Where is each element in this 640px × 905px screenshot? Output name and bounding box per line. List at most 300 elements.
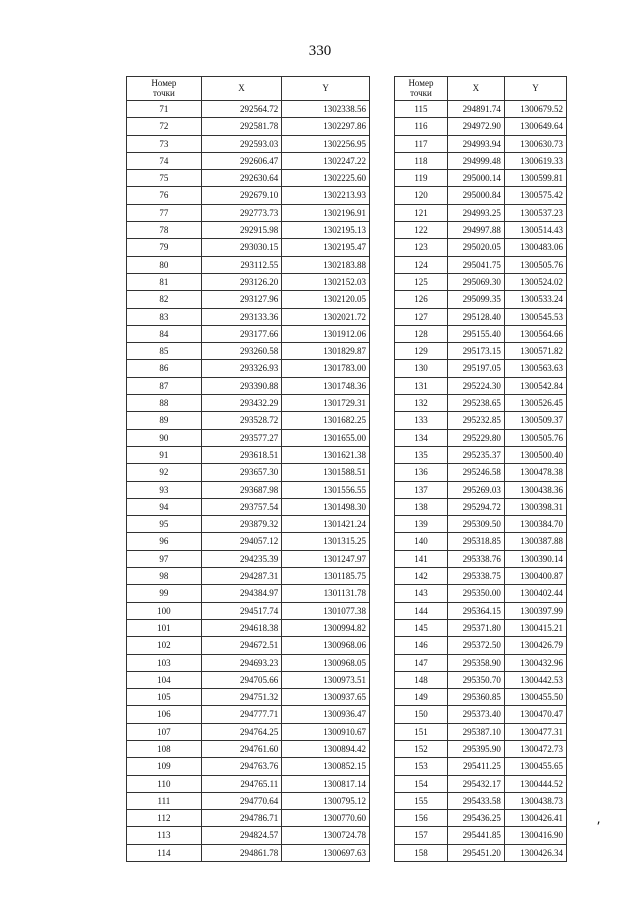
x-cell: 295069.30 xyxy=(447,273,504,290)
point-number-cell: 145 xyxy=(395,619,448,636)
x-cell: 292581.78 xyxy=(201,118,282,135)
x-cell: 294057.12 xyxy=(201,533,282,550)
x-cell: 294763.76 xyxy=(201,758,282,775)
point-number-cell: 131 xyxy=(395,377,448,394)
y-cell: 1300571.82 xyxy=(504,343,566,360)
point-number-cell: 125 xyxy=(395,273,448,290)
x-cell: 294618.38 xyxy=(201,619,282,636)
point-number-cell: 136 xyxy=(395,464,448,481)
point-number-cell: 157 xyxy=(395,827,448,844)
table-row xyxy=(395,308,567,325)
x-cell: 295099.35 xyxy=(447,291,504,308)
point-number-cell: 112 xyxy=(127,810,202,827)
x-cell: 295000.14 xyxy=(447,170,504,187)
x-cell: 294765.11 xyxy=(201,775,282,792)
point-number-cell: 153 xyxy=(395,758,448,775)
table-row xyxy=(395,602,567,619)
table-row xyxy=(395,689,567,706)
y-cell: 1300630.73 xyxy=(504,135,566,152)
table-row xyxy=(395,464,567,481)
table-row xyxy=(127,844,370,861)
table-row xyxy=(127,671,370,688)
point-header-line1: Номер xyxy=(408,78,434,88)
x-cell: 295360.85 xyxy=(447,689,504,706)
x-cell: 292630.64 xyxy=(201,170,282,187)
x-cell: 293126.20 xyxy=(201,273,282,290)
y-cell: 1300973.51 xyxy=(282,671,370,688)
y-cell: 1302152.03 xyxy=(282,273,370,290)
table-row xyxy=(127,135,370,152)
table-row xyxy=(127,533,370,550)
y-cell: 1300470.47 xyxy=(504,706,566,723)
x-cell: 295358.90 xyxy=(447,654,504,671)
table-row xyxy=(395,273,567,290)
table-row xyxy=(127,377,370,394)
x-cell: 294777.71 xyxy=(201,706,282,723)
y-cell: 1302338.56 xyxy=(282,101,370,118)
table-row xyxy=(127,256,370,273)
y-cell: 1300564.66 xyxy=(504,325,566,342)
point-header-line2: точки xyxy=(152,87,175,98)
y-header: Y xyxy=(504,77,566,101)
x-cell: 295173.15 xyxy=(447,343,504,360)
point-number-cell: 94 xyxy=(127,498,202,515)
x-cell: 293133.36 xyxy=(201,308,282,325)
point-number-cell: 142 xyxy=(395,568,448,585)
x-cell: 292606.47 xyxy=(201,152,282,169)
y-cell: 1300397.99 xyxy=(504,602,566,619)
point-number-cell: 141 xyxy=(395,550,448,567)
point-number-cell: 78 xyxy=(127,222,202,239)
point-number-cell: 134 xyxy=(395,429,448,446)
table-row xyxy=(127,775,370,792)
y-cell: 1301247.97 xyxy=(282,550,370,567)
point-number-cell: 76 xyxy=(127,187,202,204)
right-table-body xyxy=(395,101,567,862)
x-cell: 295041.75 xyxy=(447,256,504,273)
y-cell: 1300398.31 xyxy=(504,498,566,515)
point-number-cell: 102 xyxy=(127,637,202,654)
point-number-cell: 118 xyxy=(395,152,448,169)
point-number-cell: 90 xyxy=(127,429,202,446)
x-cell: 295020.05 xyxy=(447,239,504,256)
x-cell: 295451.20 xyxy=(447,844,504,861)
y-cell: 1300575.42 xyxy=(504,187,566,204)
page-number: 330 xyxy=(308,43,332,59)
y-cell: 1300442.53 xyxy=(504,671,566,688)
y-cell: 1300563.63 xyxy=(504,360,566,377)
point-number-cell: 122 xyxy=(395,222,448,239)
coordinates-table-right xyxy=(394,76,567,862)
y-cell: 1300415.21 xyxy=(504,619,566,636)
y-cell: 1301421.24 xyxy=(282,516,370,533)
point-number-cell: 75 xyxy=(127,170,202,187)
x-cell: 294705.66 xyxy=(201,671,282,688)
y-cell: 1302195.47 xyxy=(282,239,370,256)
point-number-cell: 151 xyxy=(395,723,448,740)
x-cell: 295350.70 xyxy=(447,671,504,688)
point-number-cell: 72 xyxy=(127,118,202,135)
x-cell: 295235.37 xyxy=(447,446,504,463)
x-cell: 295350.00 xyxy=(447,585,504,602)
y-cell: 1302196.91 xyxy=(282,204,370,221)
point-number-cell: 82 xyxy=(127,291,202,308)
point-number-cell: 89 xyxy=(127,412,202,429)
table-row xyxy=(395,775,567,792)
y-cell: 1300432.96 xyxy=(504,654,566,671)
y-cell: 1300387.88 xyxy=(504,533,566,550)
y-cell: 1302213.93 xyxy=(282,187,370,204)
x-cell: 293030.15 xyxy=(201,239,282,256)
point-number-cell: 121 xyxy=(395,204,448,221)
x-cell: 293528.72 xyxy=(201,412,282,429)
table-row xyxy=(395,671,567,688)
ink-mark: ⸴ xyxy=(597,813,601,828)
point-number-cell: 88 xyxy=(127,395,202,412)
point-number-cell: 103 xyxy=(127,654,202,671)
point-number-cell: 152 xyxy=(395,740,448,757)
point-number-header xyxy=(395,77,448,101)
table-row xyxy=(395,412,567,429)
x-cell: 293260.58 xyxy=(201,343,282,360)
point-number-cell: 154 xyxy=(395,775,448,792)
point-number-cell: 86 xyxy=(127,360,202,377)
table-row xyxy=(395,187,567,204)
x-cell: 294770.64 xyxy=(201,792,282,809)
left-table-body xyxy=(127,101,370,862)
y-cell: 1300968.06 xyxy=(282,637,370,654)
x-cell: 295338.75 xyxy=(447,568,504,585)
table-row xyxy=(395,827,567,844)
y-cell: 1302297.86 xyxy=(282,118,370,135)
table-row xyxy=(127,810,370,827)
x-cell: 294384.97 xyxy=(201,585,282,602)
x-cell: 293432.29 xyxy=(201,395,282,412)
point-number-cell: 97 xyxy=(127,550,202,567)
point-number-cell: 104 xyxy=(127,671,202,688)
y-header: Y xyxy=(282,77,370,101)
x-cell: 293618.51 xyxy=(201,446,282,463)
y-cell: 1300770.60 xyxy=(282,810,370,827)
table-row xyxy=(127,118,370,135)
table-row xyxy=(127,740,370,757)
x-cell: 292593.03 xyxy=(201,135,282,152)
y-cell: 1301783.00 xyxy=(282,360,370,377)
table-row xyxy=(395,256,567,273)
point-number-cell: 99 xyxy=(127,585,202,602)
table-row xyxy=(395,533,567,550)
point-number-cell: 81 xyxy=(127,273,202,290)
y-cell: 1301588.51 xyxy=(282,464,370,481)
y-cell: 1300852.15 xyxy=(282,758,370,775)
point-number-cell: 85 xyxy=(127,343,202,360)
x-cell: 293757.54 xyxy=(201,498,282,515)
x-cell: 294751.32 xyxy=(201,689,282,706)
y-cell: 1300795.12 xyxy=(282,792,370,809)
y-cell: 1302021.72 xyxy=(282,308,370,325)
x-cell: 295294.72 xyxy=(447,498,504,515)
table-row xyxy=(127,568,370,585)
y-cell: 1300400.87 xyxy=(504,568,566,585)
x-cell: 295441.85 xyxy=(447,827,504,844)
x-cell: 295197.05 xyxy=(447,360,504,377)
point-number-cell: 96 xyxy=(127,533,202,550)
table-row xyxy=(127,273,370,290)
x-cell: 294761.60 xyxy=(201,740,282,757)
x-cell: 295387.10 xyxy=(447,723,504,740)
point-number-cell: 79 xyxy=(127,239,202,256)
x-cell: 292679.10 xyxy=(201,187,282,204)
y-cell: 1300505.76 xyxy=(504,429,566,446)
y-cell: 1301729.31 xyxy=(282,395,370,412)
point-number-cell: 100 xyxy=(127,602,202,619)
y-cell: 1300426.41 xyxy=(504,810,566,827)
point-number-cell: 95 xyxy=(127,516,202,533)
y-cell: 1300444.52 xyxy=(504,775,566,792)
point-number-cell: 129 xyxy=(395,343,448,360)
table-row xyxy=(395,204,567,221)
table-row xyxy=(395,498,567,515)
table-row xyxy=(127,204,370,221)
point-number-cell: 114 xyxy=(127,844,202,861)
x-cell: 294764.25 xyxy=(201,723,282,740)
x-cell: 295373.40 xyxy=(447,706,504,723)
point-header-line2: точки xyxy=(410,87,432,98)
table-row xyxy=(127,689,370,706)
point-number-cell: 150 xyxy=(395,706,448,723)
table-row xyxy=(127,585,370,602)
x-cell: 292564.72 xyxy=(201,101,282,118)
table-row xyxy=(127,792,370,809)
x-cell: 295128.40 xyxy=(447,308,504,325)
point-number-cell: 126 xyxy=(395,291,448,308)
y-cell: 1300416.90 xyxy=(504,827,566,844)
table-row xyxy=(127,654,370,671)
table-row xyxy=(395,135,567,152)
y-cell: 1300894.42 xyxy=(282,740,370,757)
table-row xyxy=(395,118,567,135)
y-cell: 1301315.25 xyxy=(282,533,370,550)
table-row xyxy=(127,187,370,204)
table-row xyxy=(395,481,567,498)
y-cell: 1300478.38 xyxy=(504,464,566,481)
table-row xyxy=(127,550,370,567)
table-row xyxy=(395,152,567,169)
point-header-line1: Номер xyxy=(151,78,177,88)
y-cell: 1300679.52 xyxy=(504,101,566,118)
y-cell: 1300697.63 xyxy=(282,844,370,861)
table-header-row xyxy=(127,77,370,101)
y-cell: 1300968.05 xyxy=(282,654,370,671)
x-cell: 294517.74 xyxy=(201,602,282,619)
table-row xyxy=(127,343,370,360)
point-number-cell: 123 xyxy=(395,239,448,256)
table-row xyxy=(395,239,567,256)
x-cell: 295318.85 xyxy=(447,533,504,550)
table-row xyxy=(395,343,567,360)
y-cell: 1301498.30 xyxy=(282,498,370,515)
y-cell: 1301185.75 xyxy=(282,568,370,585)
x-cell: 293127.96 xyxy=(201,291,282,308)
table-row xyxy=(395,758,567,775)
y-cell: 1300455.50 xyxy=(504,689,566,706)
y-cell: 1300542.84 xyxy=(504,377,566,394)
table-row xyxy=(395,101,567,118)
point-number-cell: 138 xyxy=(395,498,448,515)
x-cell: 294235.39 xyxy=(201,550,282,567)
x-cell: 295000.84 xyxy=(447,187,504,204)
table-row xyxy=(127,325,370,342)
table-row xyxy=(127,827,370,844)
x-cell: 294693.23 xyxy=(201,654,282,671)
x-cell: 293577.27 xyxy=(201,429,282,446)
x-header: X xyxy=(201,77,282,101)
table-row xyxy=(127,758,370,775)
point-number-cell: 105 xyxy=(127,689,202,706)
point-number-cell: 80 xyxy=(127,256,202,273)
table-row xyxy=(395,360,567,377)
y-cell: 1300505.76 xyxy=(504,256,566,273)
point-number-cell: 84 xyxy=(127,325,202,342)
y-cell: 1302183.88 xyxy=(282,256,370,273)
x-cell: 293177.66 xyxy=(201,325,282,342)
table-row xyxy=(395,291,567,308)
x-cell: 295309.50 xyxy=(447,516,504,533)
point-number-cell: 116 xyxy=(395,118,448,135)
point-number-cell: 120 xyxy=(395,187,448,204)
x-cell: 293390.88 xyxy=(201,377,282,394)
y-cell: 1301829.87 xyxy=(282,343,370,360)
table-row xyxy=(127,637,370,654)
table-row xyxy=(395,516,567,533)
table-row xyxy=(395,792,567,809)
point-number-cell: 148 xyxy=(395,671,448,688)
y-cell: 1302225.60 xyxy=(282,170,370,187)
y-cell: 1301912.06 xyxy=(282,325,370,342)
y-cell: 1300545.53 xyxy=(504,308,566,325)
x-cell: 294824.57 xyxy=(201,827,282,844)
x-cell: 293326.93 xyxy=(201,360,282,377)
x-cell: 292773.73 xyxy=(201,204,282,221)
point-number-cell: 83 xyxy=(127,308,202,325)
point-number-cell: 146 xyxy=(395,637,448,654)
y-cell: 1300500.40 xyxy=(504,446,566,463)
table-row xyxy=(395,654,567,671)
x-cell: 294999.48 xyxy=(447,152,504,169)
y-cell: 1301748.36 xyxy=(282,377,370,394)
point-number-cell: 158 xyxy=(395,844,448,861)
point-number-cell: 106 xyxy=(127,706,202,723)
table-row xyxy=(395,637,567,654)
y-cell: 1300390.14 xyxy=(504,550,566,567)
point-number-cell: 92 xyxy=(127,464,202,481)
point-number-cell: 124 xyxy=(395,256,448,273)
y-cell: 1300533.24 xyxy=(504,291,566,308)
y-cell: 1300384.70 xyxy=(504,516,566,533)
point-number-cell: 149 xyxy=(395,689,448,706)
x-cell: 294997.88 xyxy=(447,222,504,239)
y-cell: 1300509.37 xyxy=(504,412,566,429)
point-number-cell: 155 xyxy=(395,792,448,809)
x-cell: 295246.58 xyxy=(447,464,504,481)
table-row xyxy=(127,395,370,412)
point-number-cell: 101 xyxy=(127,619,202,636)
table-row xyxy=(127,170,370,187)
table-row xyxy=(127,101,370,118)
x-cell: 293112.55 xyxy=(201,256,282,273)
point-number-cell: 91 xyxy=(127,446,202,463)
x-cell: 295338.76 xyxy=(447,550,504,567)
point-number-cell: 110 xyxy=(127,775,202,792)
y-cell: 1300524.02 xyxy=(504,273,566,290)
x-cell: 295238.65 xyxy=(447,395,504,412)
x-header: X xyxy=(447,77,504,101)
x-cell: 293879.32 xyxy=(201,516,282,533)
y-cell: 1300937.65 xyxy=(282,689,370,706)
y-cell: 1300438.73 xyxy=(504,792,566,809)
y-cell: 1300599.81 xyxy=(504,170,566,187)
x-cell: 294672.51 xyxy=(201,637,282,654)
y-cell: 1302256.95 xyxy=(282,135,370,152)
point-number-cell: 108 xyxy=(127,740,202,757)
table-row xyxy=(395,723,567,740)
point-number-cell: 109 xyxy=(127,758,202,775)
x-cell: 295411.25 xyxy=(447,758,504,775)
table-row xyxy=(127,481,370,498)
table-row xyxy=(395,377,567,394)
table-row xyxy=(395,170,567,187)
x-cell: 294287.31 xyxy=(201,568,282,585)
y-cell: 1300537.23 xyxy=(504,204,566,221)
y-cell: 1300426.34 xyxy=(504,844,566,861)
y-cell: 1300472.73 xyxy=(504,740,566,757)
point-number-cell: 144 xyxy=(395,602,448,619)
table-row xyxy=(395,706,567,723)
x-cell: 295364.15 xyxy=(447,602,504,619)
table-row xyxy=(395,550,567,567)
point-number-cell: 93 xyxy=(127,481,202,498)
point-number-cell: 127 xyxy=(395,308,448,325)
table-row xyxy=(395,222,567,239)
table-row xyxy=(127,446,370,463)
point-number-cell: 143 xyxy=(395,585,448,602)
x-cell: 295229.80 xyxy=(447,429,504,446)
point-number-cell: 107 xyxy=(127,723,202,740)
y-cell: 1302247.22 xyxy=(282,152,370,169)
x-cell: 293687.98 xyxy=(201,481,282,498)
table-row xyxy=(127,291,370,308)
point-number-cell: 113 xyxy=(127,827,202,844)
table-row xyxy=(127,222,370,239)
coordinates-table-left xyxy=(126,76,370,862)
x-cell: 294993.25 xyxy=(447,204,504,221)
x-cell: 295155.40 xyxy=(447,325,504,342)
x-cell: 293657.30 xyxy=(201,464,282,481)
y-cell: 1300402.44 xyxy=(504,585,566,602)
point-number-cell: 156 xyxy=(395,810,448,827)
point-number-cell: 137 xyxy=(395,481,448,498)
y-cell: 1300483.06 xyxy=(504,239,566,256)
table-row xyxy=(395,429,567,446)
table-row xyxy=(127,706,370,723)
table-row xyxy=(127,412,370,429)
x-cell: 295269.03 xyxy=(447,481,504,498)
table-row xyxy=(127,723,370,740)
point-number-cell: 132 xyxy=(395,395,448,412)
point-number-cell: 119 xyxy=(395,170,448,187)
point-number-cell: 147 xyxy=(395,654,448,671)
table-row xyxy=(395,568,567,585)
